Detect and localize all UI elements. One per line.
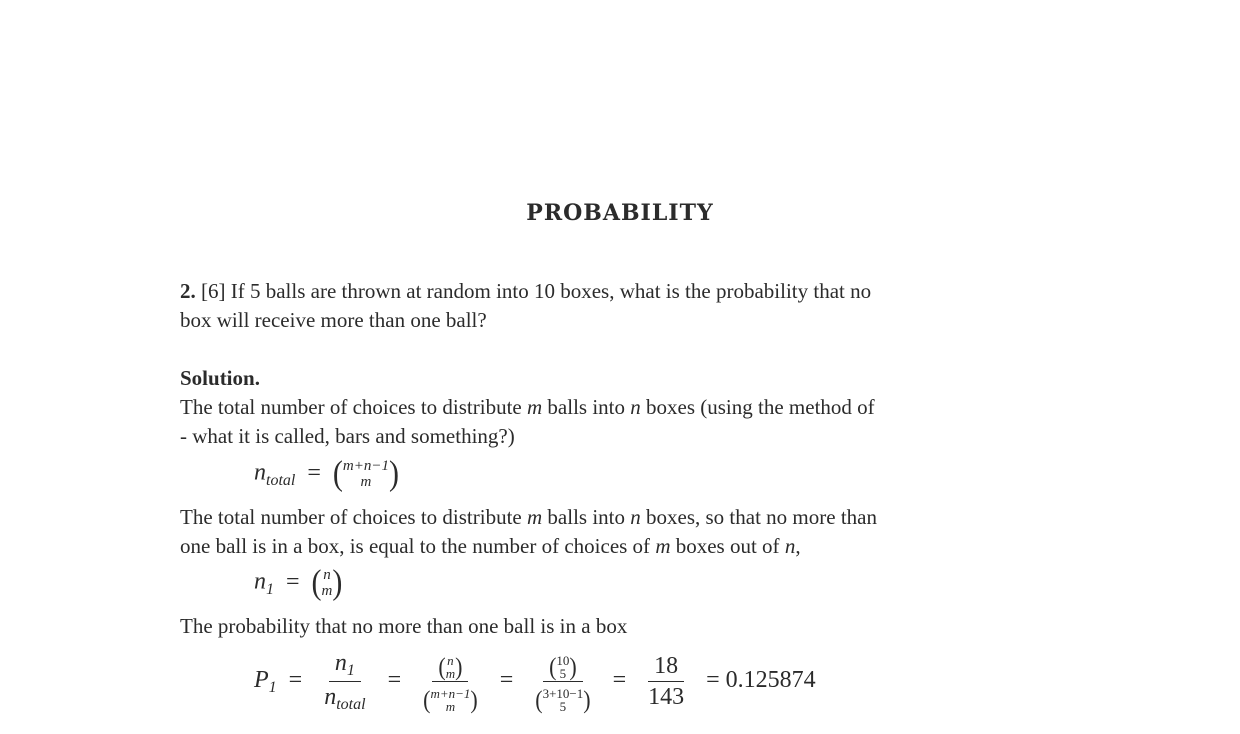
var-m: m [527,395,543,419]
var-n: n [630,505,641,529]
problem-statement [180,277,1080,335]
solution-p3: The probability that no more than one ball is in a box [180,614,628,638]
problem-number: 2. [180,279,196,303]
solution-p2-text: boxes, so that no more than [640,505,877,529]
solution-p2-text: boxes out of [670,534,785,558]
var-m: m [655,534,671,558]
problem-text-line1: [6] If 5 balls are thrown at random into 10 boxes, what is the probability that no [201,279,872,303]
eq2-lhs-sub: 1 [266,580,274,598]
solution-block [180,364,1080,451]
problem-text-line2: box will receive more than one ball? [180,308,487,332]
var-n: n [630,395,641,419]
frac2-den-top: m+n−1 [430,685,471,701]
frac4-num: 18 [648,651,684,682]
eq3-equals: = [387,667,402,694]
eq2-equals: = [286,568,300,595]
frac2-den-bottom: m [445,698,456,714]
frac4-den: 143 [648,684,685,710]
eq1-lhs-sub: total [266,471,296,489]
eq1-binom-top: m+n−1 [342,458,389,474]
eq1-binomial: ( m+n−1 m ) [332,454,399,493]
eq3-lhs-sub: 1 [268,679,277,697]
eq3-equals: = [612,667,627,694]
solution-p2-text: balls into [542,505,631,529]
eq3-equals: = [288,667,303,694]
page-title: PROBABILITY [526,200,714,226]
equation-n1 [254,563,343,602]
eq2-binom-top: n [323,567,331,583]
frac1-den-sub: total [336,696,366,713]
frac3-den-top: 3+10−1 [542,685,584,701]
frac3-den-bottom: 5 [559,698,567,714]
var-n: n [784,534,796,558]
eq3-fraction-4 [642,651,690,712]
frac2-num-bottom: m [445,666,456,682]
equation-n-total [254,454,399,493]
frac1-den: n [324,684,337,710]
frac3-num-top: 10 [556,653,570,669]
solution-p1-text: boxes (using the method of [640,395,875,419]
solution-p1-text: balls into [542,395,631,419]
eq3-fraction-1 [318,648,371,715]
eq2-binom-bottom: m [321,583,333,599]
eq3-lhs: P [254,667,269,694]
frac1-num: n [334,650,347,676]
var-m: m [527,505,543,529]
frac1-num-sub: 1 [346,662,355,679]
solution-p1-line2: - what it is called, bars and something?) [180,424,515,448]
eq3-equals: = [499,667,514,694]
solution-p2 [180,503,1080,561]
solution-p2-text: one ball is in a box, is equal to the number of choices of [180,534,656,558]
solution-p2-text: The total number of choices to distribute [180,505,527,529]
eq1-binom-bottom: m [360,474,372,490]
solution-p2-text: , [795,534,801,558]
solution-p1-text: The total number of choices to distribute [180,395,527,419]
frac2-num-top: n [447,653,454,669]
frac3-num-bottom: 5 [559,666,567,682]
eq2-binomial: ( n m ) [311,563,343,602]
eq3-result: 0.125874 [725,667,816,694]
eq1-lhs: n [254,459,266,486]
eq1-equals: = [307,459,321,486]
eq3-equals: = [706,667,720,694]
solution-heading: Solution. [180,366,260,390]
equation-probability [254,648,816,715]
eq3-fraction-2: ( n m ) ( m+n−1 m ) [417,650,484,714]
eq3-fraction-3: ( 10 5 ) ( 3+10−1 5 ) [529,650,596,714]
eq2-lhs: n [254,568,266,595]
